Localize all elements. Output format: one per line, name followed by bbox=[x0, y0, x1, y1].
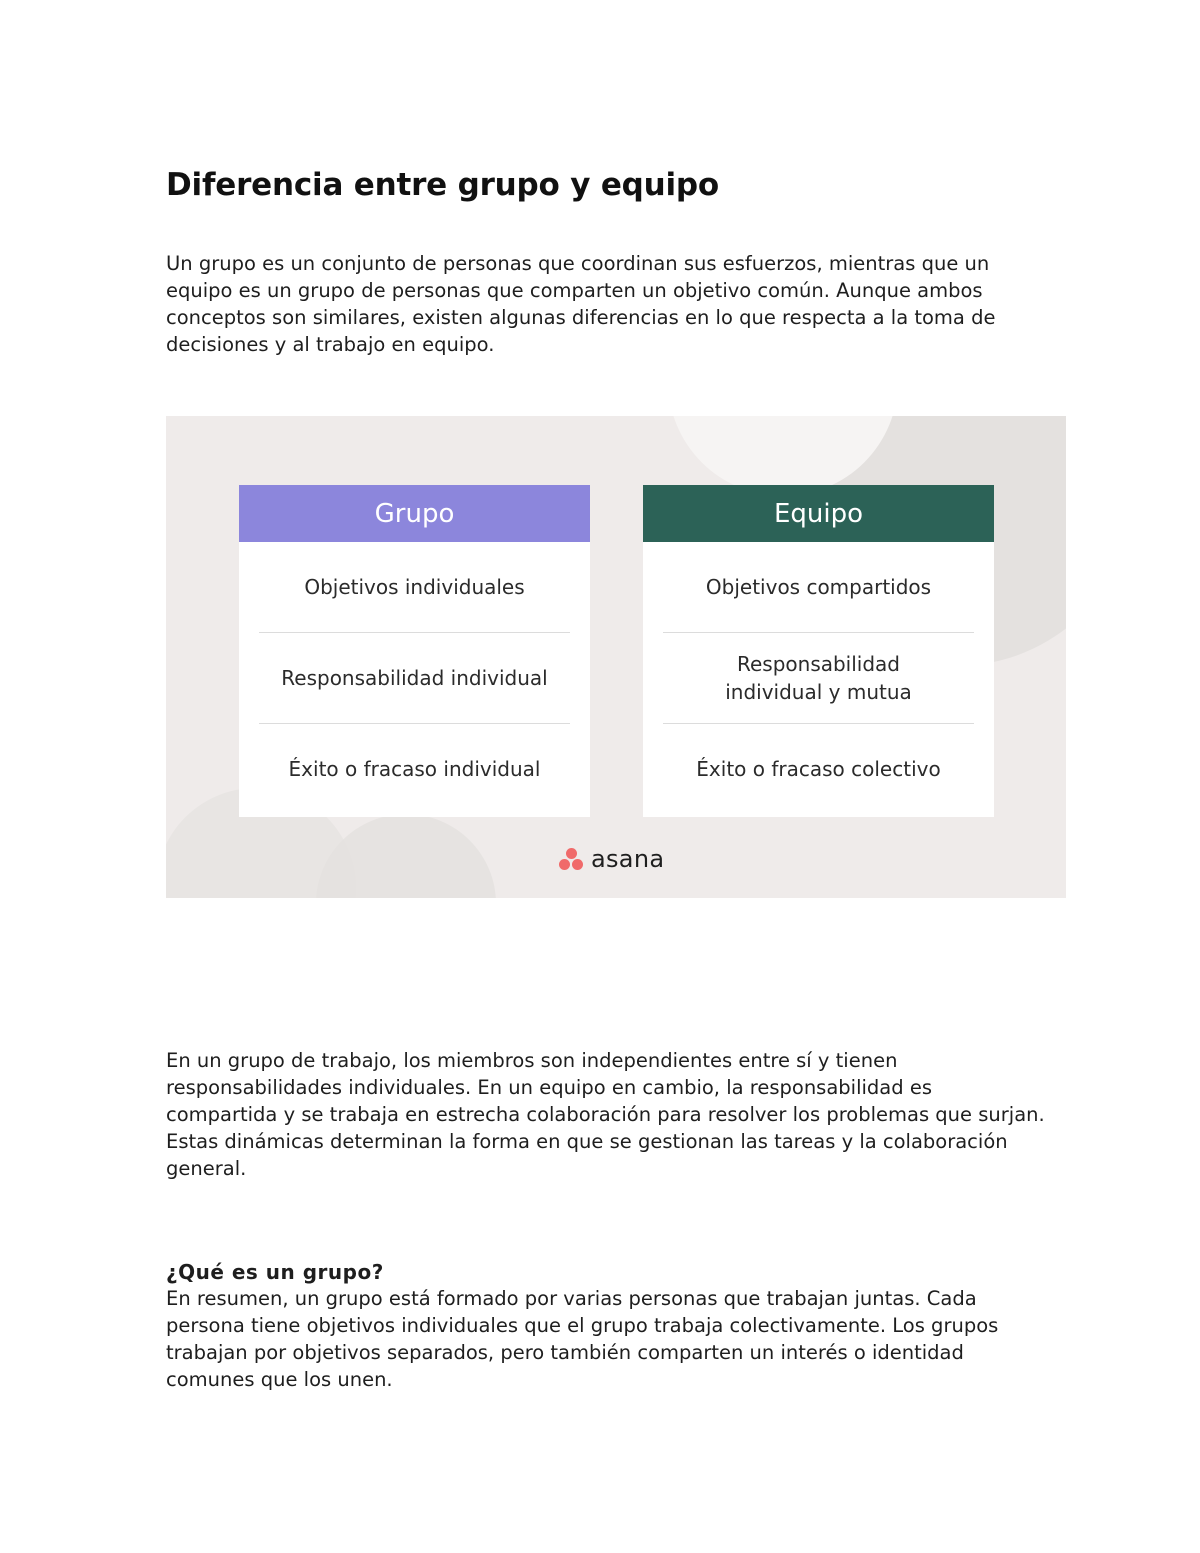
section-text: En resumen, un grupo está formado por varias personas que trabajan juntas. Cada persona tiene objetivos individuales que el grupo trabaja colectivamente. Los grupos trabajan por objetivos separados, pero también comparten un interés o identidad comunes que los unen. bbox=[166, 1287, 999, 1391]
brand-name: asana bbox=[591, 845, 665, 873]
section-paragraph bbox=[166, 1285, 1046, 1393]
comparison-infographic bbox=[166, 416, 1066, 898]
intro-paragraph bbox=[166, 250, 1046, 358]
brand-logo bbox=[559, 844, 664, 874]
equipo-card bbox=[643, 485, 994, 817]
page-title: Diferencia entre grupo y equipo bbox=[166, 166, 720, 203]
comparison-paragraph bbox=[166, 1047, 1046, 1182]
grupo-card-header: Grupo bbox=[239, 485, 590, 542]
background-circle bbox=[316, 814, 496, 898]
comparison-text: En un grupo de trabajo, los miembros son independientes entre sí y tienen responsabilidades individuales. En un equipo en cambio, la responsabilidad es compartida y se trabaja en estrecha colaboración para resolver los problemas que surjan. Estas dinámicas determinan la forma en que se gestionan las tareas y la colaboración general. bbox=[166, 1049, 1045, 1180]
equipo-card-header: Equipo bbox=[643, 485, 994, 542]
equipo-row: Éxito o fracaso colectivo bbox=[663, 723, 974, 814]
equipo-row: Objetivos compartidos bbox=[705, 575, 932, 599]
grupo-row: Responsabilidad individual bbox=[259, 632, 570, 723]
grupo-card bbox=[239, 485, 590, 817]
asana-logo-icon bbox=[559, 847, 585, 871]
intro-text: Un grupo es un conjunto de personas que coordinan sus esfuerzos, mientras que un equipo es un grupo de personas que comparten un objetivo común. Aunque ambos conceptos son similares, existen algunas diferencias en lo que respecta a la toma de decisiones y al trabajo en equipo. bbox=[166, 252, 996, 356]
grupo-row: Objetivos individuales bbox=[304, 575, 525, 599]
grupo-row: Éxito o fracaso individual bbox=[259, 723, 570, 814]
section-heading: ¿Qué es un grupo? bbox=[166, 1259, 384, 1284]
equipo-row: Responsabilidad individual y mutua bbox=[663, 632, 974, 723]
